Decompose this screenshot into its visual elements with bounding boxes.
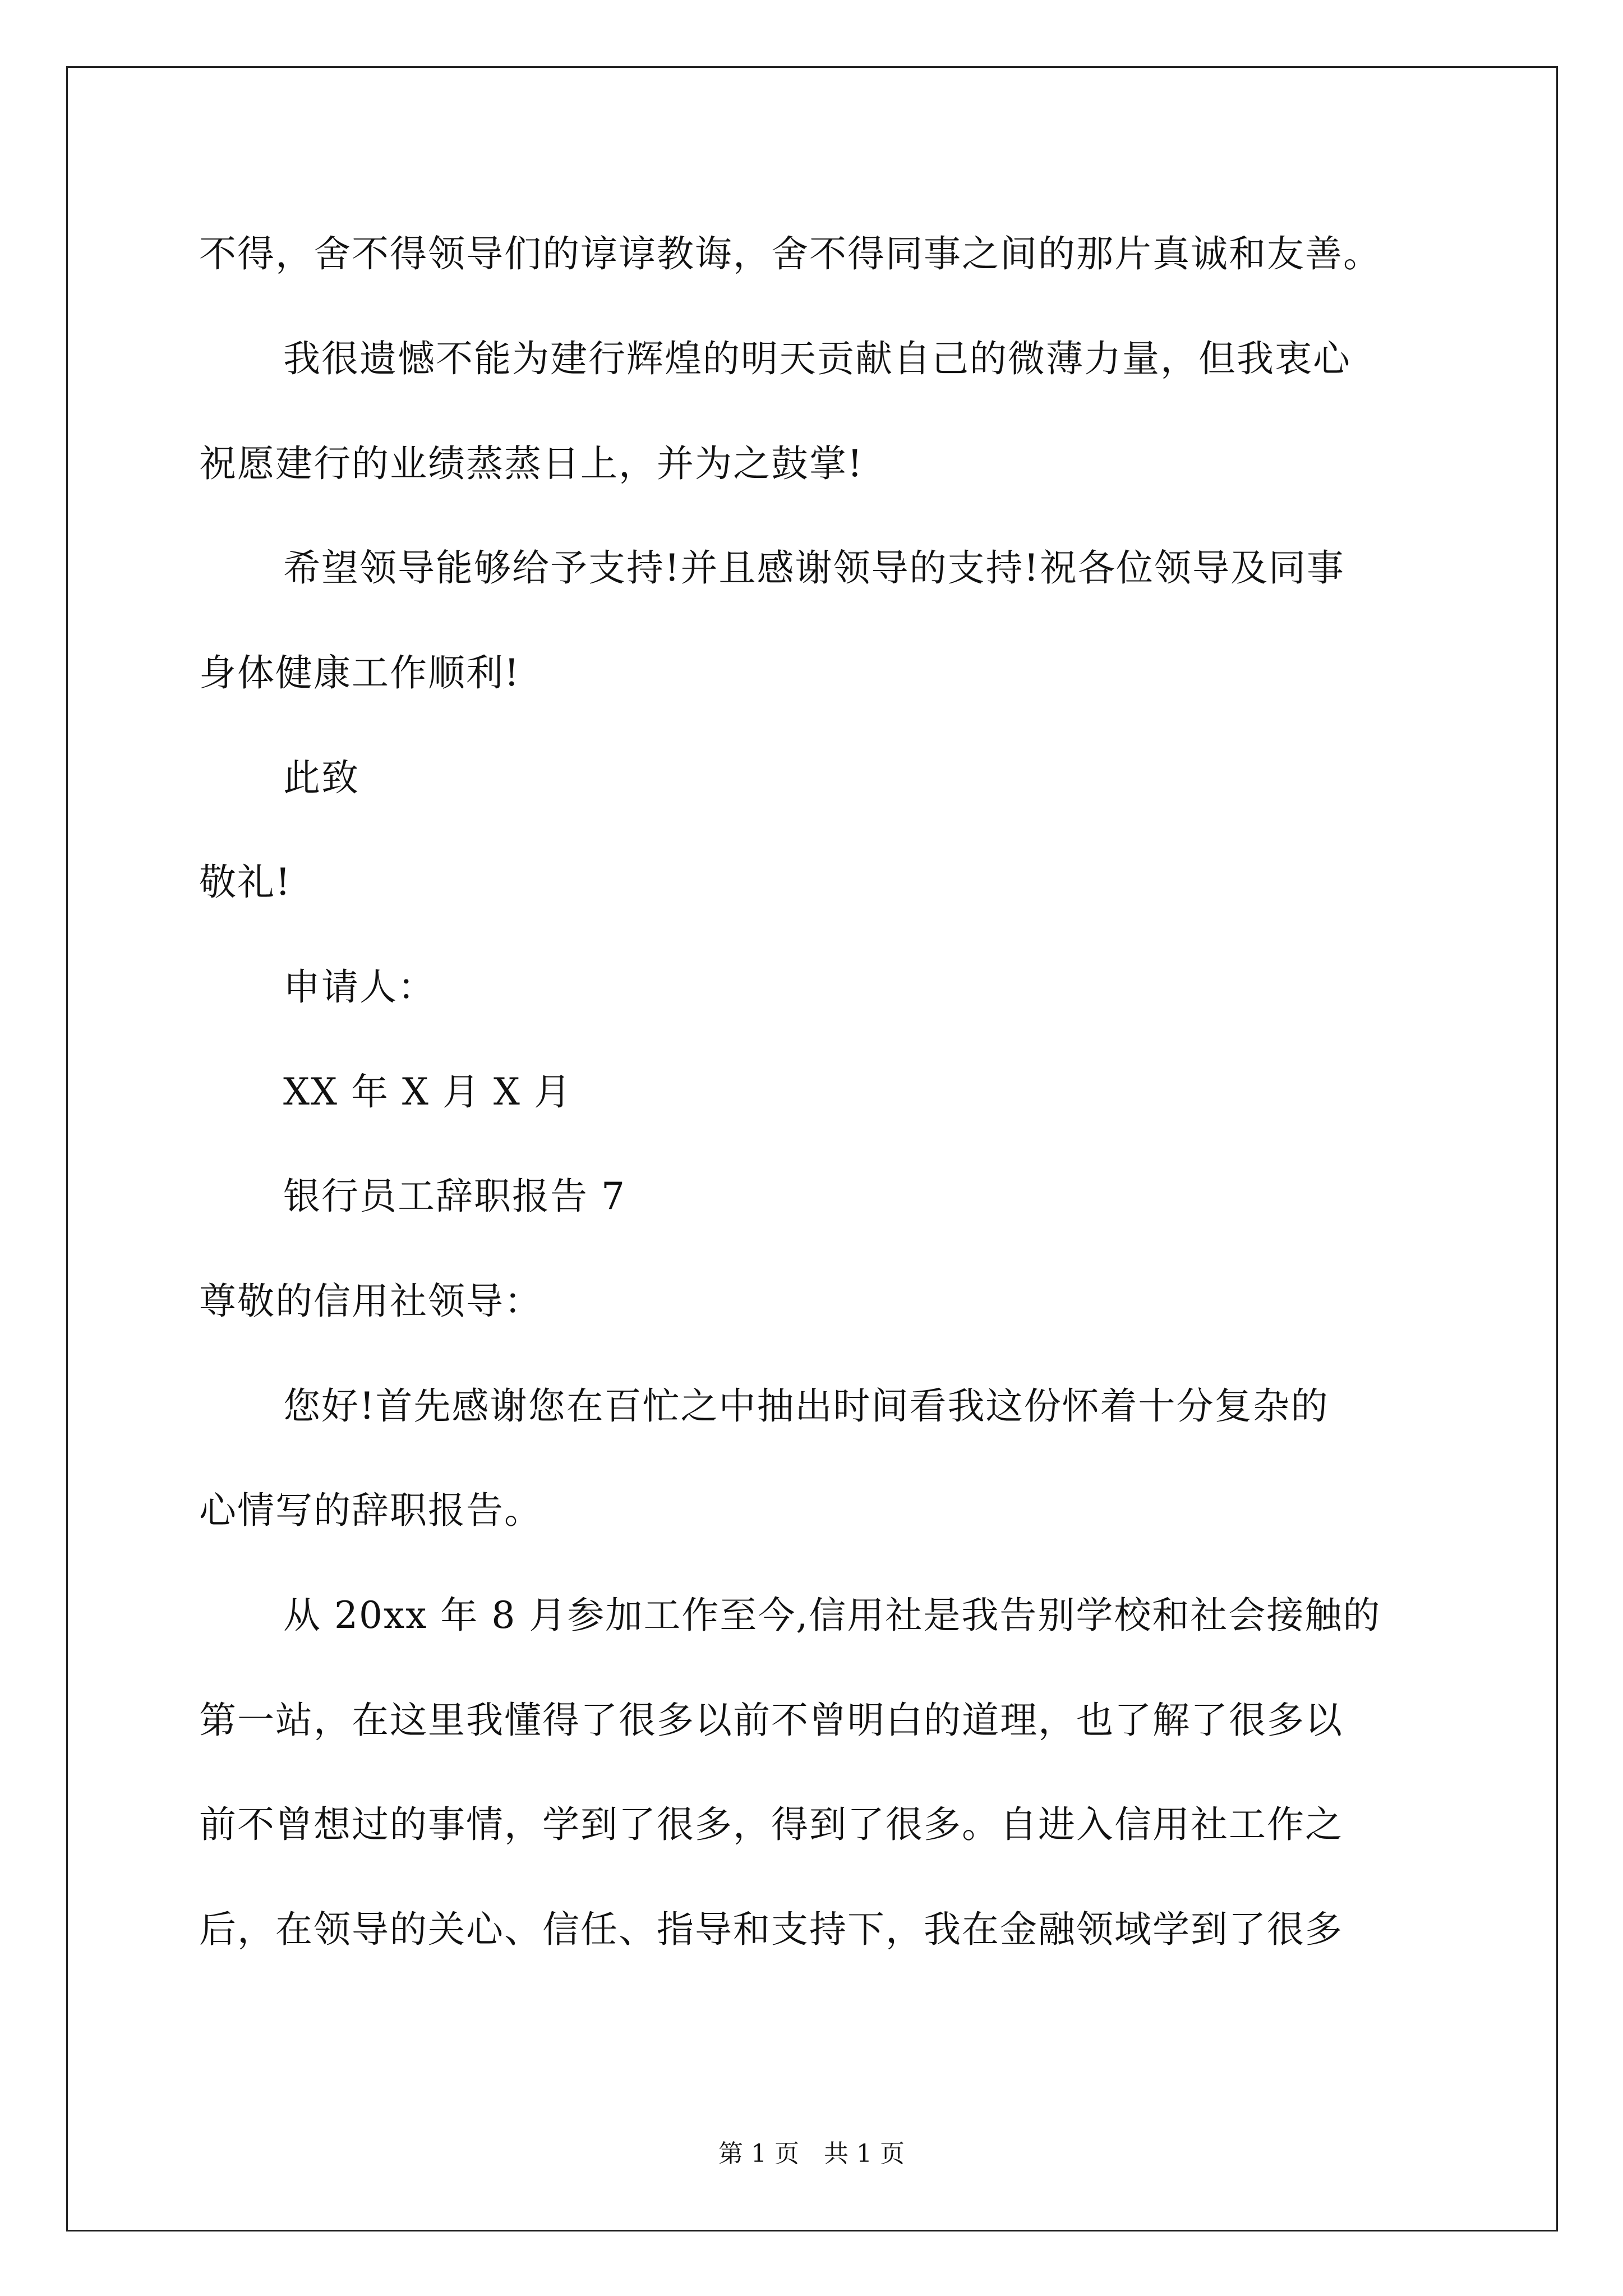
text-line: XX 年 X 月 X 月 — [283, 1070, 572, 1114]
text-line: 心情写的辞职报告。 — [199, 1489, 542, 1532]
text-line: 敬礼! — [199, 861, 292, 904]
text-line: 祝愿建行的业绩蒸蒸日上，并为之鼓掌! — [199, 442, 864, 485]
text-line: 后，在领导的关心、信任、指导和支持下，我在金融领域学到了很多 — [199, 1908, 1343, 1951]
text-line: 此致 — [283, 756, 359, 799]
text-line: 我很遗憾不能为建行辉煌的明天贡献自己的微薄力量，但我衷心 — [283, 337, 1351, 380]
text-line: 前不曾想过的事情，学到了很多，得到了很多。自进入信用社工作之 — [199, 1803, 1343, 1846]
text-line: 身体健康工作顺利! — [199, 651, 520, 694]
page-footer: 第 1 页 共 1 页 — [718, 2139, 905, 2168]
text-line: 从 20xx 年 8 月参加工作至今,信用社是我告别学校和社会接触的 — [283, 1594, 1381, 1637]
text-line: 不得，舍不得领导们的谆谆教诲，舍不得同事之间的那片真诚和友善。 — [199, 232, 1381, 275]
text-line: 您好!首先感谢您在百忙之中抽出时间看我这份怀着十分复杂的 — [283, 1384, 1329, 1428]
text-line: 申请人： — [283, 965, 436, 1009]
text-line: 银行员工辞职报告 7 — [283, 1175, 626, 1218]
text-line: 希望领导能够给予支持!并且感谢领导的支持!祝各位领导及同事 — [283, 546, 1345, 590]
text-line: 尊敬的信用社领导： — [199, 1280, 542, 1323]
text-line: 第一站，在这里我懂得了很多以前不曾明白的道理，也了解了很多以 — [199, 1699, 1343, 1742]
